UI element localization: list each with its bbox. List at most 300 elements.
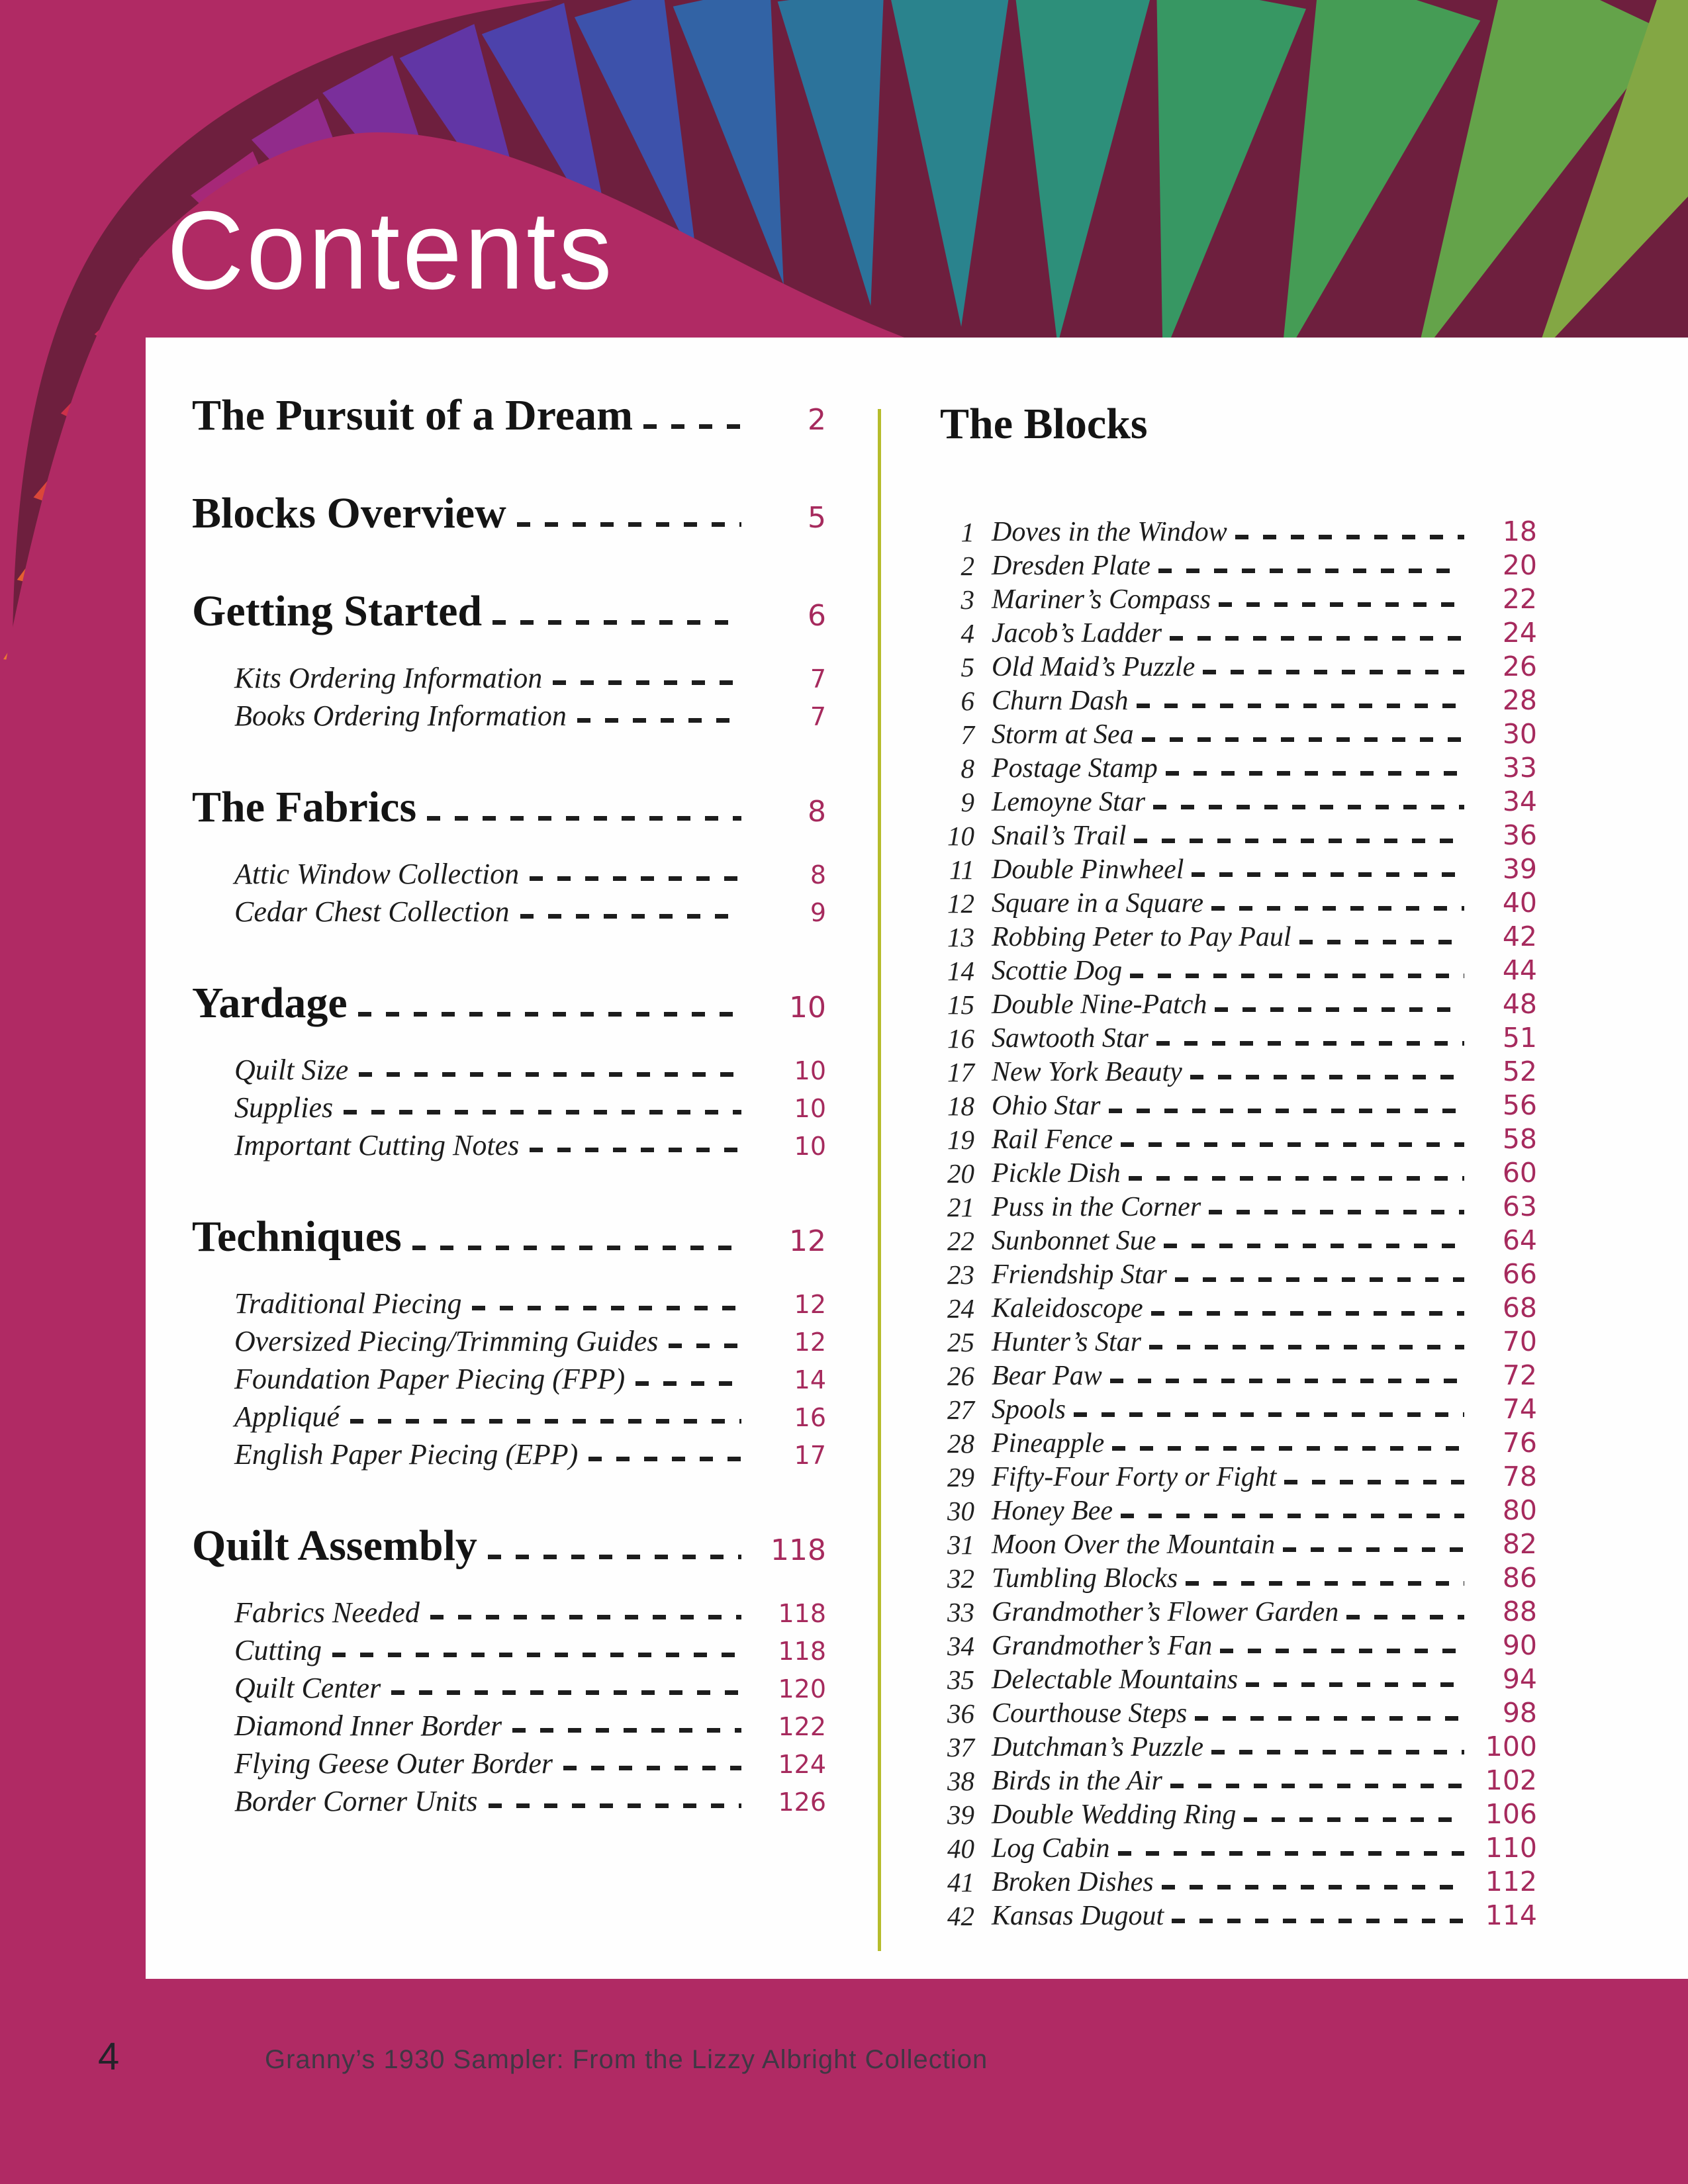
toc-subitem-title: Cutting <box>234 1634 322 1666</box>
toc-subitem-page: 10 <box>794 1132 826 1161</box>
dotted-leader <box>1192 872 1464 877</box>
block-page: 76 <box>1502 1427 1537 1459</box>
block-row <box>940 1156 1537 1189</box>
toc-subitem-row <box>234 1630 826 1668</box>
block-page: 52 <box>1502 1056 1537 1087</box>
page-title: Contents <box>167 188 615 312</box>
block-title: Delectable Mountains <box>992 1664 1239 1695</box>
block-row <box>940 1831 1537 1864</box>
block-row <box>940 1257 1537 1291</box>
block-row <box>940 1459 1537 1493</box>
toc-subitem-title: Foundation Paper Piecing (FPP) <box>234 1363 626 1395</box>
block-number: 18 <box>947 1091 974 1121</box>
toc-section-title: The Pursuit of a Dream <box>192 391 633 439</box>
block-number: 21 <box>947 1192 974 1222</box>
block-number: 13 <box>947 922 974 952</box>
block-number: 15 <box>947 989 974 1020</box>
block-row <box>940 751 1537 784</box>
block-page: 64 <box>1502 1224 1537 1256</box>
dotted-leader <box>358 1012 741 1017</box>
dotted-leader <box>1151 1311 1464 1316</box>
toc-section <box>192 392 826 439</box>
toc-subitem-page: 17 <box>794 1441 826 1470</box>
block-page: 114 <box>1485 1899 1537 1931</box>
block-title: Ohio Star <box>992 1091 1101 1121</box>
block-title: Storm at Sea <box>992 719 1134 750</box>
toc-blocks <box>940 400 1537 1932</box>
block-title: Square in a Square <box>992 888 1204 919</box>
dotted-leader <box>1112 1446 1464 1451</box>
dotted-leader <box>472 1306 741 1310</box>
dotted-leader <box>1215 1007 1464 1012</box>
dotted-leader <box>643 424 741 429</box>
block-title: Fifty-Four Forty or Fight <box>992 1462 1277 1492</box>
dotted-leader <box>1170 1784 1464 1788</box>
block-number: 34 <box>947 1631 974 1661</box>
block-page: 68 <box>1502 1292 1537 1324</box>
block-page: 60 <box>1502 1157 1537 1189</box>
dotted-leader <box>1118 1851 1464 1856</box>
toc-subitem-page: 12 <box>794 1290 826 1319</box>
toc-subitem-title: Supplies <box>234 1091 334 1124</box>
toc-subitem-page: 126 <box>778 1788 826 1817</box>
block-title: Spools <box>992 1394 1066 1425</box>
block-title: Pineapple <box>992 1428 1105 1459</box>
toc-section-page: 118 <box>771 1533 826 1567</box>
dotted-leader <box>1235 535 1464 539</box>
dotted-leader <box>1211 906 1464 911</box>
toc-section <box>192 490 826 537</box>
block-row <box>940 919 1537 953</box>
block-row <box>940 1392 1537 1426</box>
toc-section <box>192 1213 826 1472</box>
toc-subitem-title: Cedar Chest Collection <box>234 895 510 928</box>
block-row <box>940 1898 1537 1932</box>
dotted-leader <box>1109 1109 1464 1113</box>
toc-subitem-row <box>234 891 826 929</box>
toc-section-title: Quilt Assembly <box>192 1522 477 1570</box>
block-title: Postage Stamp <box>992 753 1158 784</box>
dotted-leader <box>1190 1075 1464 1079</box>
block-title: Jacob’s Ladder <box>992 618 1162 649</box>
toc-section-page: 2 <box>808 403 826 437</box>
block-row <box>940 717 1537 751</box>
block-page: 39 <box>1502 853 1537 885</box>
block-page: 22 <box>1502 583 1537 615</box>
dotted-leader <box>427 816 741 821</box>
toc-subitem-page: 10 <box>794 1056 826 1085</box>
block-number: 16 <box>947 1023 974 1054</box>
block-page: 56 <box>1502 1089 1537 1121</box>
toc-section-page: 10 <box>789 991 826 1024</box>
block-number: 5 <box>961 652 974 682</box>
block-page: 26 <box>1502 651 1537 682</box>
block-title: Kansas Dugout <box>992 1901 1164 1931</box>
blocks-heading: The Blocks <box>940 400 1148 448</box>
toc-subitem-row <box>234 1087 826 1125</box>
block-number: 25 <box>947 1327 974 1357</box>
column-divider <box>878 409 881 1951</box>
toc-section-row <box>192 784 826 831</box>
block-number: 3 <box>961 584 974 615</box>
block-number: 4 <box>961 618 974 649</box>
block-row <box>940 514 1537 548</box>
block-title: Grandmother’s Fan <box>992 1631 1213 1661</box>
toc-subitem-page: 16 <box>794 1403 826 1432</box>
block-number: 9 <box>961 787 974 817</box>
toc-subitem-row <box>234 1668 826 1706</box>
block-row <box>940 1122 1537 1156</box>
dotted-leader <box>430 1615 741 1619</box>
toc-subitem-row <box>234 1396 826 1434</box>
toc-subitem-page: 118 <box>778 1599 826 1628</box>
block-number: 38 <box>947 1766 974 1796</box>
block-number: 27 <box>947 1394 974 1425</box>
block-number: 35 <box>947 1664 974 1695</box>
toc-subitem-row <box>234 1050 826 1087</box>
toc-section-title: Yardage <box>192 979 348 1027</box>
block-row <box>940 1291 1537 1324</box>
block-page: 70 <box>1502 1326 1537 1357</box>
toc-subitem-title: Books Ordering Information <box>234 700 567 732</box>
toc-subitem-list <box>234 658 826 733</box>
dotted-leader <box>1203 670 1464 674</box>
dotted-leader <box>1149 1345 1464 1349</box>
block-row <box>940 1696 1537 1729</box>
block-number: 36 <box>947 1698 974 1729</box>
toc-subitem-list <box>234 854 826 929</box>
dotted-leader <box>1219 602 1464 607</box>
block-title: Double Wedding Ring <box>992 1799 1237 1830</box>
block-page: 40 <box>1502 887 1537 919</box>
block-page: 66 <box>1502 1258 1537 1290</box>
block-page: 51 <box>1502 1022 1537 1054</box>
dotted-leader <box>553 680 741 685</box>
block-number: 2 <box>961 551 974 581</box>
block-title: Sunbonnet Sue <box>992 1226 1156 1256</box>
block-row <box>940 1628 1537 1662</box>
toc-section-row <box>192 979 826 1027</box>
toc-section <box>192 784 826 929</box>
dotted-leader <box>1110 1379 1464 1383</box>
toc-subitem-title: Attic Window Collection <box>234 858 520 890</box>
block-row <box>940 649 1537 683</box>
block-number: 29 <box>947 1462 974 1492</box>
block-row <box>940 1797 1537 1831</box>
block-number: 6 <box>961 686 974 716</box>
block-page: 100 <box>1485 1731 1537 1762</box>
dotted-leader <box>359 1072 741 1077</box>
block-page: 72 <box>1502 1359 1537 1391</box>
toc-subitem-list <box>234 1283 826 1472</box>
block-number: 39 <box>947 1799 974 1830</box>
block-number: 7 <box>961 719 974 750</box>
toc-subitem-page: 124 <box>778 1750 826 1779</box>
dotted-leader <box>350 1419 741 1424</box>
toc-subitem-page: 122 <box>778 1712 826 1741</box>
block-page: 82 <box>1502 1528 1537 1560</box>
block-title: Broken Dishes <box>992 1867 1154 1897</box>
toc-section-page: 12 <box>789 1224 826 1258</box>
toc-section-row <box>192 588 826 635</box>
block-title: Hunter’s Star <box>992 1327 1141 1357</box>
block-title: Grandmother’s Flower Garden <box>992 1597 1339 1627</box>
dotted-leader <box>1346 1615 1464 1619</box>
block-row <box>940 1561 1537 1594</box>
toc-subitem-row <box>234 1321 826 1359</box>
block-row <box>940 1324 1537 1358</box>
block-number: 22 <box>947 1226 974 1256</box>
block-number: 42 <box>947 1901 974 1931</box>
footer-book-title: Granny’s 1930 Sampler: From the Lizzy Albright Collection <box>265 2045 988 2074</box>
block-title: Mariner’s Compass <box>992 584 1211 615</box>
dotted-leader <box>391 1690 741 1695</box>
toc-section-row <box>192 392 826 439</box>
block-page: 28 <box>1502 684 1537 716</box>
block-title: Dutchman’s Puzzle <box>992 1732 1204 1762</box>
toc-section-title: Techniques <box>192 1212 402 1261</box>
toc-subitem-title: Appliqué <box>234 1400 340 1433</box>
dotted-leader <box>669 1343 741 1348</box>
dotted-leader <box>1162 1885 1464 1889</box>
block-title: Old Maid’s Puzzle <box>992 652 1196 682</box>
block-title: Sawtooth Star <box>992 1023 1149 1054</box>
block-page: 42 <box>1502 921 1537 952</box>
block-title: Robbing Peter to Pay Paul <box>992 922 1291 952</box>
toc-subitem-row <box>234 854 826 891</box>
block-page: 78 <box>1502 1461 1537 1492</box>
toc-subitem-title: Flying Geese Outer Border <box>234 1747 553 1780</box>
dotted-leader <box>1166 771 1464 776</box>
block-title: Kaleidoscope <box>992 1293 1143 1324</box>
block-page: 36 <box>1502 819 1537 851</box>
block-number: 24 <box>947 1293 974 1324</box>
block-number: 11 <box>949 854 974 885</box>
toc-subitem-row <box>234 1434 826 1472</box>
block-page: 44 <box>1502 954 1537 986</box>
block-number: 14 <box>947 956 974 986</box>
toc-section-row <box>192 1522 826 1570</box>
block-page: 18 <box>1502 516 1537 547</box>
toc-subitem-row <box>234 1125 826 1163</box>
toc-subitem-title: Kits Ordering Information <box>234 662 543 694</box>
dotted-leader <box>1220 1649 1464 1653</box>
dotted-leader <box>1299 940 1464 944</box>
block-row <box>940 1729 1537 1763</box>
block-number: 8 <box>961 753 974 784</box>
toc-subitem-page: 118 <box>778 1637 826 1666</box>
dotted-leader <box>1211 1750 1464 1754</box>
block-row <box>940 683 1537 717</box>
block-row <box>940 1493 1537 1527</box>
toc-subitem-row <box>234 1359 826 1396</box>
block-page: 34 <box>1502 786 1537 817</box>
toc-section-row <box>192 1213 826 1261</box>
toc-section <box>192 979 826 1163</box>
toc-subitem-row <box>234 1743 826 1781</box>
block-page: 30 <box>1502 718 1537 750</box>
toc-section-page: 8 <box>808 795 826 829</box>
block-row <box>940 886 1537 919</box>
dotted-leader <box>1172 1919 1464 1923</box>
block-row <box>940 852 1537 886</box>
dotted-leader <box>1134 839 1464 843</box>
toc-subitem-list <box>234 1050 826 1163</box>
toc-subitem-title: English Paper Piecing (EPP) <box>234 1438 579 1471</box>
block-page: 110 <box>1485 1832 1537 1864</box>
dotted-leader <box>588 1457 741 1461</box>
toc-subitem-row <box>234 1592 826 1630</box>
dotted-leader <box>1121 1142 1464 1147</box>
toc-section-title: Getting Started <box>192 587 483 635</box>
block-number: 30 <box>947 1496 974 1526</box>
block-row <box>940 1763 1537 1797</box>
block-number: 23 <box>947 1259 974 1290</box>
toc-section-page: 6 <box>808 599 826 633</box>
dotted-leader <box>332 1653 741 1657</box>
toc-section <box>192 1522 826 1819</box>
block-title: Puss in the Corner <box>992 1192 1201 1222</box>
dotted-leader <box>1142 737 1464 742</box>
dotted-leader <box>530 1148 741 1152</box>
dotted-leader <box>1153 805 1464 809</box>
block-number: 32 <box>947 1563 974 1594</box>
block-number: 41 <box>947 1867 974 1897</box>
block-title: Double Nine-Patch <box>992 989 1207 1020</box>
block-number: 17 <box>947 1057 974 1087</box>
block-page: 74 <box>1502 1393 1537 1425</box>
block-title: Moon Over the Mountain <box>992 1529 1276 1560</box>
block-page: 98 <box>1502 1697 1537 1729</box>
block-row <box>940 953 1537 987</box>
toc-subitem-title: Border Corner Units <box>234 1785 478 1817</box>
blocks-list <box>940 514 1537 1932</box>
block-row <box>940 615 1537 649</box>
block-number: 26 <box>947 1361 974 1391</box>
toc-subitem-page: 14 <box>794 1365 826 1394</box>
dotted-leader <box>1130 974 1464 978</box>
block-title: Honey Bee <box>992 1496 1113 1526</box>
block-row <box>940 987 1537 1021</box>
block-title: Scottie Dog <box>992 956 1123 986</box>
block-row <box>940 1088 1537 1122</box>
toc-section-list <box>192 392 826 1869</box>
block-page: 88 <box>1502 1596 1537 1627</box>
dotted-leader <box>1244 1817 1464 1822</box>
block-title: Rail Fence <box>992 1124 1113 1155</box>
block-page: 94 <box>1502 1663 1537 1695</box>
block-page: 80 <box>1502 1494 1537 1526</box>
block-row <box>940 582 1537 615</box>
block-title: Birds in the Air <box>992 1766 1162 1796</box>
block-number: 33 <box>947 1597 974 1627</box>
block-title: Courthouse Steps <box>992 1698 1188 1729</box>
block-title: Pickle Dish <box>992 1158 1121 1189</box>
dotted-leader <box>512 1728 741 1733</box>
block-page: 33 <box>1502 752 1537 784</box>
block-title: Snail’s Trail <box>992 821 1127 851</box>
dotted-leader <box>1158 569 1464 573</box>
block-title: Doves in the Window <box>992 517 1227 547</box>
block-number: 37 <box>947 1732 974 1762</box>
dotted-leader <box>1246 1682 1464 1687</box>
block-row <box>940 1189 1537 1223</box>
dotted-leader <box>488 1555 741 1559</box>
dotted-leader <box>1137 704 1464 708</box>
block-page: 106 <box>1485 1798 1537 1830</box>
toc-subitem-title: Quilt Center <box>234 1672 381 1704</box>
toc-subitem-title: Traditional Piecing <box>234 1287 462 1320</box>
dotted-leader <box>530 876 741 881</box>
block-title: Dresden Plate <box>992 551 1150 581</box>
content-panel <box>146 338 1688 1979</box>
block-row <box>940 1021 1537 1054</box>
block-row <box>940 1426 1537 1459</box>
toc-subitem-page: 9 <box>810 898 826 927</box>
block-title: Double Pinwheel <box>992 854 1184 885</box>
block-number: 28 <box>947 1428 974 1459</box>
block-number: 19 <box>947 1124 974 1155</box>
toc-section <box>192 588 826 733</box>
block-page: 102 <box>1485 1764 1537 1796</box>
toc-subitem-page: 7 <box>810 702 826 731</box>
dotted-leader <box>635 1381 741 1386</box>
dotted-leader <box>563 1766 741 1770</box>
block-number: 10 <box>947 821 974 851</box>
block-number: 12 <box>947 888 974 919</box>
dotted-leader <box>577 718 741 723</box>
toc-subitem-page: 8 <box>810 860 826 889</box>
toc-subitem-row <box>234 658 826 696</box>
dotted-leader <box>1209 1210 1464 1214</box>
toc-subitem-title: Diamond Inner Border <box>234 1709 502 1742</box>
block-page: 24 <box>1502 617 1537 649</box>
toc-subitem-row <box>234 1706 826 1743</box>
block-page: 20 <box>1502 549 1537 581</box>
block-title: Friendship Star <box>992 1259 1167 1290</box>
folio-page-number: 4 <box>98 2035 120 2078</box>
block-row <box>940 784 1537 818</box>
dotted-leader <box>412 1246 741 1250</box>
block-row <box>940 1054 1537 1088</box>
dotted-leader <box>489 1803 742 1808</box>
block-page: 90 <box>1502 1629 1537 1661</box>
block-page: 63 <box>1502 1191 1537 1222</box>
dotted-leader <box>1170 636 1464 641</box>
dotted-leader <box>1283 1547 1464 1552</box>
dotted-leader <box>1186 1581 1464 1586</box>
dotted-leader <box>1284 1480 1464 1484</box>
block-number: 31 <box>947 1529 974 1560</box>
block-row <box>940 1527 1537 1561</box>
block-title: Churn Dash <box>992 686 1129 716</box>
block-row <box>940 818 1537 852</box>
toc-subitem-title: Quilt Size <box>234 1054 349 1086</box>
toc-section-page: 5 <box>808 501 826 535</box>
dotted-leader <box>1195 1716 1464 1721</box>
toc-section-row <box>192 490 826 537</box>
toc-subitem-page: 10 <box>794 1094 826 1123</box>
block-title: Bear Paw <box>992 1361 1102 1391</box>
block-page: 48 <box>1502 988 1537 1020</box>
toc-subitem-title: Oversized Piecing/Trimming Guides <box>234 1325 659 1357</box>
toc-section-title: The Fabrics <box>192 783 417 831</box>
block-page: 58 <box>1502 1123 1537 1155</box>
block-row <box>940 1358 1537 1392</box>
block-title: Tumbling Blocks <box>992 1563 1178 1594</box>
toc-subitem-page: 120 <box>778 1674 826 1704</box>
block-row <box>940 1662 1537 1696</box>
